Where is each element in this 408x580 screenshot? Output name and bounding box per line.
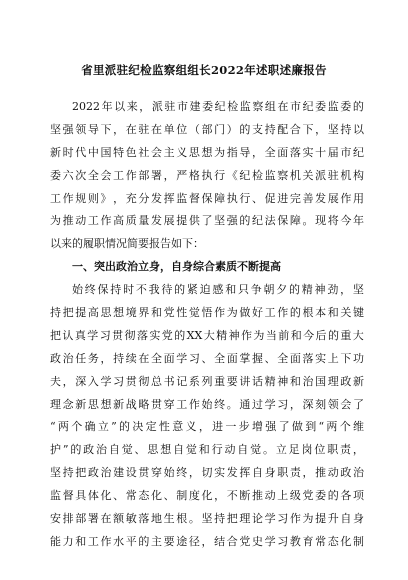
paragraph-line: 把 认 真 学 习 贯 彻 落 实 党 的 XX 大 精 神 作 为 当 前 和 今 后 的 重 大 xyxy=(50,328,364,342)
paragraph-line: 夫 ， 深 入 学 习 贯 彻 总 书 记 系 列 重 要 讲 话 精 神 和 治 国 理 政 新 xyxy=(50,374,364,388)
paragraph-line: 以来的履职情况简要报告如下： xyxy=(50,237,204,251)
paragraph-line: “ 两 个 确 立 ” 的 决 定 性 意 义 ， 进 一 步 增 强 了 做 到 “ 两 个 维 xyxy=(50,420,364,434)
paragraph-line: 2022 年 以 来 ， 派 驻 市 建 委 纪 检 监 察 组 在 市 纪 委 监 委 的 xyxy=(72,100,364,113)
paragraph-line: 监 督 具 体 化 、 常 态 化 、 制 度 化 ， 不 断 推 动 上 级 党 委 的 各 项 xyxy=(50,489,364,503)
paragraph-line: 护 ” 的 政 治 自 觉 、 思 想 自 觉 和 行 动 自 觉 。 立 足 岗 位 职 责 ， xyxy=(50,443,364,457)
paragraph-line: 始 终 保 持 时 不 我 待 的 紧 迫 感 和 只 争 朝 夕 的 精 神 劲 ， 坚 xyxy=(72,283,364,297)
paragraph-line: 理 念 新 思 想 新 战 略 贯 穿 工 作 始 终 。 通 过 学 习 ， 深 刻 领 会 了 xyxy=(50,397,364,411)
paragraph-line: 安 排 部 署 在 额 敏 落 地 生 根 。 坚 持 把 理 论 学 习 作 为 提 升 自 身 xyxy=(50,512,364,526)
paragraph-line: 委 六 次 全 会 工 作 部 署 ， 严 格 执 行 《 纪 检 监 察 机 关 派 驻 机 构 xyxy=(50,168,364,182)
paragraph-line: 坚 强 领 导 下 ， 在 驻 在 单 位 （ 部 门 ） 的 支 持 配 合 下 ， 坚 持 以 xyxy=(50,122,364,136)
paragraph-line: 能 力 和 工 作 水 平 的 主 要 途 径 ， 结 合 党 史 学 习 教 育 常 态 化 制 xyxy=(50,534,364,548)
paragraph-line: 工 作 规 则 》 ， 充 分 发 挥 监 督 保 障 执 行 、 促 进 完 善 发 展 作 用 xyxy=(50,191,364,205)
paragraph-line: 坚 持 把 政 治 建 设 贯 穿 始 终 ， 切 实 发 挥 自 身 职 责 ， 推 动 政 治 xyxy=(50,466,364,480)
paragraph-line: 新 时 代 中 国 特 色 社 会 主 义 思 想 为 指 导 ， 全 面 落 实 十 届 市 纪 xyxy=(50,145,364,159)
paragraph-line: 为 推 动 工 作 高 质 量 发 展 提 供 了 坚 强 的 纪 法 保 障 。 现 将 今 年 xyxy=(50,214,364,228)
paragraph-line: 政 治 任 务 ， 持 续 在 全 面 学 习 、 全 面 掌 握 、 全 面 落 实 上 下 功 xyxy=(50,351,364,365)
document-title: 省里派驻纪检监察组组长2022年述职述廉报告 xyxy=(81,63,327,77)
paragraph-line: 持 把 提 高 思 想 境 界 和 党 性 觉 悟 作 为 做 好 工 作 的 根 本 和 关 键 xyxy=(50,306,364,320)
document-body xyxy=(50,96,364,554)
section-heading: 一、突出政治立身，自身综合素质不断提高 xyxy=(72,260,281,274)
